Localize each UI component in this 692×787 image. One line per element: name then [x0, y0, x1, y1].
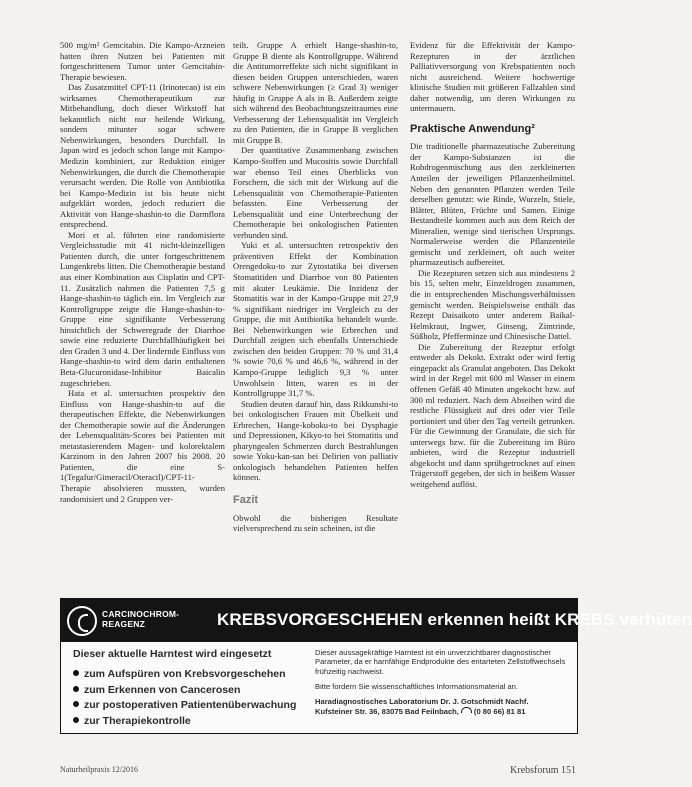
- ad-lab-phone: (0 80 66) 81 81: [473, 706, 526, 716]
- ad-lab-contact: [315, 707, 567, 717]
- paragraph: 500 mg/m² Gemcitabin. Die Kampo-Arzneien hatten ihren Nutzen bei Patienten mit fortgeschrittenem Tumor unter Gemcitabin-Therapie bewiesen.: [60, 40, 225, 82]
- ad-description: Dieser aussagekräftige Harntest ist ein unverzichtbarer diagnostischer Parameter, da er harnfähige Endprodukte des entarteten Zellstoffwechsels frühzeitig nachweist.: [315, 648, 566, 676]
- ad-bullet-text: zur postoperativen Patientenüberwachung: [84, 699, 297, 711]
- column-2-after: [233, 513, 398, 534]
- ad-bullet: [73, 714, 308, 730]
- paragraph: Yuki et al. untersuchten retrospektiv den präventiven Effekt der Kombination Orengedoku-to zur Zytostatika bei diversen Stomatitiden und Diarrhoe von 80 Patienten mit akuter Leukämie. Die Inzidenz der Stomatitis war in der Kampo-Gruppe mit 27,9 % signifikant niedriger im Vergleich zu der Gruppe, die mit Antibiotika behandelt wurde. Bei Nebenwirkungen wie Erbrechen und Durchfall zeigten sich ebenfalls Unterschiede zwischen den beiden Gruppen: 70 % und 31,4 % sowie 70,6 % und 46,6 %, während in der Kampo-Gruppe lediglich 9,3 % unter Unwohlsein litten, waren es in der Kontrollgruppe 31,7 %.: [233, 240, 398, 399]
- column-3-before: [410, 40, 575, 114]
- column-2-body: [233, 40, 398, 483]
- paragraph: Der quantitative Zusammenhang zwischen Kampo-Stoffen und Mucositis sowie Durchfall war ebenso Teil eines Überblicks von Forschern, die sich mit der Wirkung auf die Lebensqualität von Chemotherapie-Patienten befassten. Eine Verbesserung der Lebensqualität und eine Unterbrechung der Chemotherapie bei onkologischen Patienten verbunden sind.: [233, 145, 398, 240]
- paragraph: Die traditionelle pharmazeutische Zubereitung der Kampo-Substanzen ist die Rohdrogenmischung aus den zerkleinerten Anteilen der jeweiligen Pflanzenheilmittel. Neben den genannten Pflanzen werden Teile derselben genutzt: wie Rinde, Wurzeln, Stiele, Blätter, Blüten, Früchte und Samen. Einige Bestandteile kommen auch aus dem Reich der Mineralien, wenige sind tierischen Ursprungs. Normalerweise werden die Pflanzenteile gemischt und zerkleinert, oft auch weiter pharmazeutisch aufbereitet.: [410, 141, 575, 268]
- paragraph: Studien deuten darauf hin, dass Rikkunshi-to bei onkologischen Frauen mit Übelkeit und Erbrechen, Hange-koboku-to bei Dysphagie und Depressionen, Kikyo-to bei Stomatitis und pharyngealen Schmerzen durch Bestrahlungen sowie Yoku-kan-san bei Delirien von palliativ onkologisch behandelten Patienten helfen können.: [233, 398, 398, 483]
- section-heading-praktische-anwendung: Praktische Anwendung²: [410, 122, 535, 135]
- paragraph: Die Zubereitung der Rezeptur erfolgt entweder als Dekokt. Extrakt oder wird fertig eingepackt als Granulat angeboten. Das Dekokt wird in der Regel mit 600 ml Wasser in einem offenen Gefäß 40 Minuten angekocht bzw. auf 300 ml reduziert. Nach dem Abseihen wird die restliche Flüssigkeit auf drei oder vier Teile portioniert und über den Tag verteilt getrunken. Für die Gewinnung der Granulate, die sich für unterwegs bzw. für die Zubereitung im Büro anbieten, wird die Rezeptur industriell abgekocht und dann sprühgetrocknet auf einen Trägerstoff gegeben, der sich in heißem Wasser weitgehend auflöst.: [410, 341, 575, 489]
- ad-left-block: [73, 648, 308, 729]
- ad-lab-address: Kufsteiner Str. 36, 83075 Bad Feilnbach,: [315, 706, 459, 716]
- footer-page-label: Krebsforum 151: [510, 765, 576, 776]
- paragraph: Obwohl die bisherigen Resultate vielversprechend zu sein scheinen, ist die: [233, 512, 398, 534]
- paragraph: Das Zusatzmittel CPT-11 (Irinotecan) ist ein wirksames Chemotherapeutikum zur Mitbehandlung, doch dieser Wirkstoff hat bekanntlich nicht nur heilende Wirkung, sondern mitunter sogar schwere Nebenwirkungen, besonders Durchfall. In Japan wird es jedoch schon lange mit Kampo-Medizin kombiniert, zur Reduktion einiger Nebenwirkungen, die durch die Chemotherapie verursacht werden. Die Rolle von Antibiotika bei Kampo-Medizin ist bis heute nicht aufgeklärt worden, jedoch reduziert die Aktivität von Hange-shashin-to die Darmflora entsprechend.: [60, 82, 225, 230]
- ad-header: [61, 599, 692, 642]
- column-3: [410, 40, 575, 489]
- ad-bullet: [73, 698, 308, 714]
- column-1: [60, 40, 225, 504]
- ad-lab-name: Haradiagnostisches Laboratorium Dr. J. Gotschmidt Nachf.: [315, 697, 529, 707]
- phone-icon: [461, 707, 472, 713]
- column-2: [233, 40, 398, 534]
- ad-bullet-text: zur Therapiekontrolle: [84, 714, 191, 727]
- bullet-icon: [73, 686, 79, 692]
- ad-bullet: [73, 683, 308, 699]
- section-heading-fazit: Fazit: [233, 493, 259, 506]
- ad-brand-line-1: CARCINOCHROM-: [102, 609, 180, 619]
- ad-bullet-text: zum Aufspüren von Krebsvorgeschehen: [84, 668, 286, 680]
- bullet-icon: [73, 717, 79, 723]
- ad-brand-line-2: REAGENZ: [102, 619, 145, 629]
- paragraph: Mori et al. führten eine randomisierte Vergleichsstudie mit 41 nicht-kleinzelligen Patienten durch, die unter fortgeschrittenem Lungenkrebs litten. Die Chemotherapie bestand aus einer Kombination aus Cisplatin und CPT-11. Zusätzlich nahmen die Patienten 7,5 g Hange-shashin-to täglich ein. Im Vergleich zur Kontrollgruppe zeigte die Hange-shashin-to-Gruppe eine signifikante Verbesserung hinsichtlich der Schweregrade der Diarrhoe sowie eine reduzierte Durchfallhäufigkeit bei den Graden 3 und 4. Der lindernde Einfluss von Hange-shashin-to wird dem darin enthaltenen Beta-Glucuronidase-Inhibitor Baicalin zugeschrieben.: [60, 229, 225, 388]
- bullet-icon: [73, 670, 79, 676]
- bullet-icon: [73, 701, 79, 707]
- paragraph: Evidenz für die Effektivität der Kampo-Rezepturen in der ärztlichen Palliativversorgung von Krebspatienten noch nicht ausreichend. Weitere hochwertige klinische Studien mit größeren Fallzahlen sind daher notwendig, um deren Wirkungen zu untermauern.: [410, 40, 575, 114]
- ad-intro: Dieser aktuelle Harntest wird eingesetzt: [73, 648, 272, 660]
- paragraph: teilt. Gruppe A erhielt Hange-shashin-to, Gruppe B diente als Kontrollgruppe. Während die Antitumorreffekte sich nicht signifikant in diesen beiden Gruppen unterschieden, waren schwere Nebenwirkungen (≥ Grad 3) weniger häufig in Gruppe A als in B. Außerdem zeigte sich während des Beobachtungszeitraumes eine Verbesserung der Lebensqualität im Vergleich zu den Patienten, die in Gruppe B verglichen mit Gruppe B.: [233, 40, 398, 145]
- carcinochrom-logo-icon: [67, 606, 97, 636]
- ad-bullet: [73, 667, 308, 683]
- paragraph: Hata et al. untersuchten prospektiv den Einfluss von Hange-shashin-to auf die therapeutischen Effekte, die Nebenwirkungen der Chemotherapie sowie auf die Änderungen der Lebensqualitäts-Scores bei Patienten mit metastasierendem Magen- und kolorektalem Karzinom in den Jahren 2007 bis 2008. 20 Patienten, die eine S-1(Tegafur/Gimeracil/Oteracil)/CPT-11-Therapie absolvieren mussten, wurden randomisiert und 2 Gruppen ver-: [60, 388, 225, 504]
- footer-journal: Naturheilpraxis 12/2016: [60, 765, 138, 774]
- ad-right-block: [315, 648, 567, 716]
- ad-brand: [102, 609, 179, 629]
- ad-headline: KREBSVORGESCHEHEN erkennen heißt KREBS verhüten: [217, 610, 692, 629]
- paragraph: Die Rezepturen setzen sich aus mindestens 2 bis 15, selten mehr, Einzeldrogen zusammen, die in entsprechenden Mischungsverhältnissen gemischt werden. Beispielsweise enthält das Rezept Daisaikoto unter anderem Baikal-Helmkraut, Ingwer, Ginseng, Zimtrinde, Süßholz, Pfefferminze und Chinesische Dattel.: [410, 267, 575, 342]
- advertisement[interactable]: [60, 598, 692, 734]
- ad-bullet-text: zum Erkennen von Cancerosen: [84, 683, 241, 696]
- ad-request: Bitte fordern Sie wissenschaftliches Informationsmaterial an.: [315, 681, 519, 691]
- column-3-body: [410, 141, 575, 489]
